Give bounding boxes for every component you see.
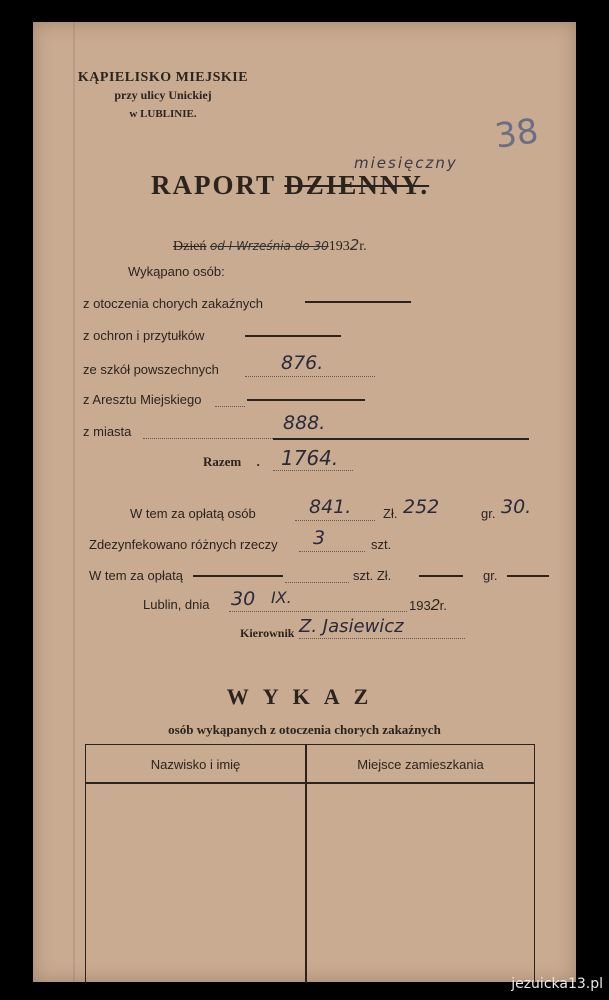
date-year: 193 <box>328 239 350 254</box>
date-year-hand: 2 <box>349 236 360 254</box>
label-wtem: W tem za opłatą osób <box>130 506 256 521</box>
lublin-year-suffix: r. <box>439 598 447 613</box>
dots-zdez <box>299 537 365 552</box>
lublin-year-printed: 193 <box>409 598 431 613</box>
header-street: przy ulicy Unickiej <box>114 88 212 102</box>
razem-text: Razem <box>203 454 242 469</box>
date-suffix: r. <box>359 239 367 254</box>
value-miasta: 888. <box>283 412 326 434</box>
value-szkol: 876. <box>281 352 324 374</box>
sum-rule <box>273 438 529 440</box>
table-header-name: Nazwisko i imię <box>150 757 241 772</box>
dash-zl2 <box>419 575 463 577</box>
value-zdez: 3 <box>313 527 326 549</box>
value-day: 30 <box>231 588 256 610</box>
dash-ochron <box>245 335 341 337</box>
value-zl: 252 <box>403 496 440 518</box>
dots-areszt <box>215 392 245 407</box>
label-szkol: ze szkół powszechnych <box>83 362 219 377</box>
table-header-address: Miejsce zamieszkania <box>357 757 484 772</box>
lublin-year <box>409 597 447 615</box>
label-zdez: Zdezynfekowano różnych rzeczy <box>89 537 278 552</box>
wykaz-subtitle: osób wykąpanych z otoczenia chorych zakaźnych <box>168 722 441 737</box>
label-lublin: Lublin, dnia <box>143 597 210 612</box>
dots-date <box>229 597 407 612</box>
report-title <box>151 154 458 201</box>
header-city: w LUBLINIE. <box>129 108 197 120</box>
title-prefix: RAPORT <box>151 170 276 200</box>
date-handwritten: od I Września do 30 <box>209 239 329 253</box>
report-date-line <box>173 236 367 255</box>
archive-number: 38 <box>492 111 541 157</box>
dash-wtem2 <box>193 575 283 577</box>
label-ochron: z ochron i przytułków <box>83 328 205 343</box>
document-page <box>33 22 576 982</box>
dots-wtem2 <box>285 568 349 583</box>
lublin-year-hand: 2 <box>430 597 440 614</box>
label-razem: Razem . <box>203 454 260 469</box>
title-handwritten: miesięczny <box>354 154 458 172</box>
dots-wtem <box>295 506 375 521</box>
label-gr2: gr. <box>483 568 498 583</box>
watermark: jezuicka13.pl <box>511 976 603 992</box>
dash-areszt <box>247 399 365 401</box>
value-razem: 1764. <box>281 446 339 470</box>
title-struck: DZIENNY. <box>284 170 430 200</box>
dots-razem <box>273 456 353 471</box>
label-gr: gr. <box>481 506 496 521</box>
value-gr: 30. <box>501 496 532 518</box>
wykaz-table <box>85 744 535 983</box>
signature: Z. Jasiewicz <box>299 616 404 637</box>
value-wtem-osob: 841. <box>309 496 352 518</box>
dots-signature <box>299 626 465 639</box>
dots-miasta <box>143 424 273 439</box>
date-struck-label: Dzień <box>173 239 207 254</box>
label-szt2: szt. Zł. <box>353 568 392 583</box>
label-miasta: z miasta <box>83 424 132 439</box>
dash-otoczenie <box>305 301 411 303</box>
label-otoczenie: z otoczenia chorych zakaźnych <box>83 296 263 311</box>
label-areszt: z Aresztu Miejskiego <box>83 392 202 407</box>
table-column-divider <box>305 745 307 983</box>
wykaz-title: WYKAZ <box>226 684 383 709</box>
table-header-divider <box>86 782 534 784</box>
label-wtem2: W tem za opłatą <box>89 568 183 583</box>
label-szt: szt. <box>371 537 392 552</box>
header-institution: KĄPIELISKO MIEJSKIE <box>77 70 249 85</box>
dash-gr2 <box>507 575 549 577</box>
label-wykapano: Wykąpano osób: <box>128 264 225 279</box>
label-zl: Zł. <box>383 506 398 521</box>
value-month: IX. <box>271 588 292 607</box>
label-kierownik: Kierownik <box>240 626 295 640</box>
